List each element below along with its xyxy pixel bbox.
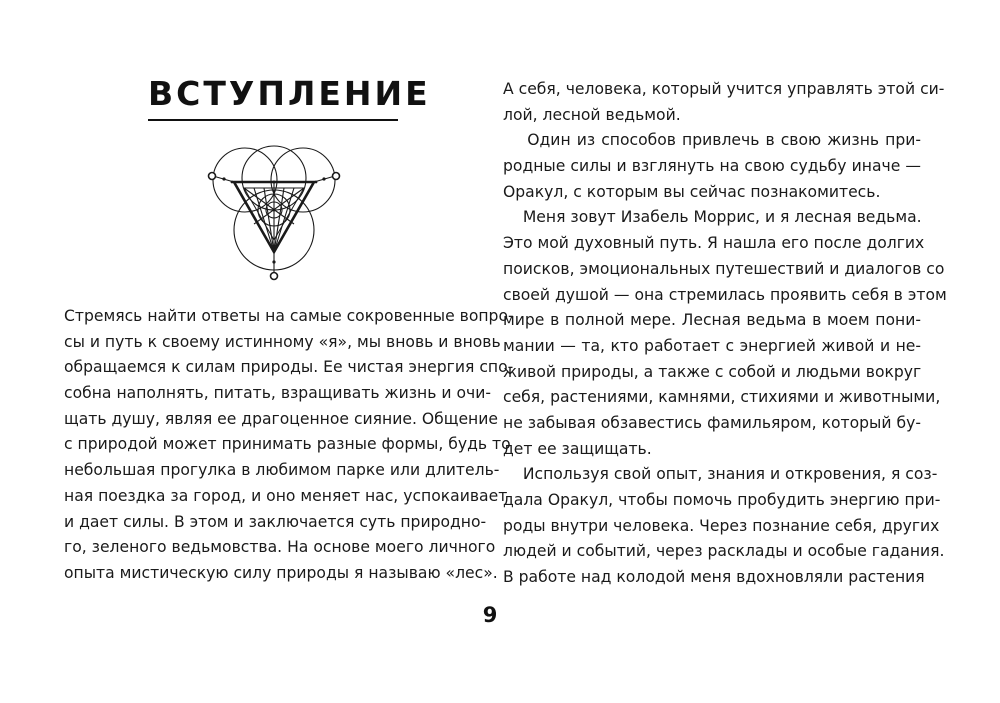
- paragraph-line: живой природы, а также с собой и людьми вокруг: [503, 362, 922, 381]
- paragraph-line: сы и путь к своему истинному «я», мы вновь и вновь: [64, 332, 501, 351]
- paragraph-line: ная поездка за город, и оно меняет нас, успокаивает: [64, 486, 508, 505]
- paragraph-line: дала Оракул, чтобы помочь пробудить энергию при-: [503, 491, 941, 509]
- paragraph-line: себя, растениями, камнями, стихиями и животными,: [503, 388, 941, 407]
- paragraph-line: Это мой духовный путь. Я нашла его после долгих: [503, 234, 925, 253]
- paragraph-line: лой, лесной ведьмой.: [503, 105, 681, 124]
- paragraph-line: собна наполнять, питать, взращивать жизнь и очи-: [64, 384, 491, 403]
- paragraph-line: поисков, эмоциональных путешествий и диалогов со: [503, 259, 945, 278]
- paragraph-line: с природой может принимать разные формы, будь то: [64, 435, 511, 454]
- emblem-node-bottom: [271, 273, 278, 280]
- paragraph-line: опыта мистическую силу природы я называю «лес».: [64, 563, 498, 582]
- emblem-node-right: [333, 173, 340, 180]
- paragraph-line: не забывая обзавестись фамильяром, который бу-: [503, 413, 921, 432]
- right-text-column: [503, 77, 947, 591]
- paragraph-line: Меня зовут Изабель Моррис, и я лесная ведьма.: [503, 208, 922, 227]
- paragraph-line: мире в полной мере. Лесная ведьма в моем пони-: [503, 311, 921, 330]
- paragraph-line: мании — та, кто работает с энергией живой и не-: [503, 336, 921, 355]
- paragraph-line: родные силы и взглянуть на свою судьбу иначе —: [503, 157, 921, 176]
- page-title: ВСТУПЛЕНИЕ: [148, 74, 431, 113]
- paragraph-line: Оракул, с которым вы сейчас познакомитесь.: [503, 182, 881, 201]
- paragraph-line: и дает силы. В этом и заключается суть природно-: [64, 512, 487, 531]
- page-number: 9: [482, 603, 498, 627]
- sacred-geometry-emblem-icon: [200, 140, 348, 288]
- paragraph-line: Один из способов привлечь в свою жизнь при-: [503, 131, 921, 150]
- paragraph-line: дет ее защищать.: [503, 439, 652, 458]
- paragraph-line: своей душой — она стремилась проявить себя в этом: [503, 285, 947, 304]
- title-underline: [148, 119, 398, 121]
- paragraph-line: щать душу, являя ее драгоценное сияние. Общение: [64, 409, 498, 428]
- paragraph-line: Используя свой опыт, знания и откровения, я соз-: [503, 465, 938, 484]
- paragraph-line: обращаемся к силам природы. Ее чистая энергия спо-: [64, 358, 514, 377]
- paragraph-line: А себя, человека, который учится управлять этой си-: [503, 80, 945, 98]
- paragraph-line: людей и событий, через расклады и особые гадания.: [503, 542, 945, 561]
- paragraph-line: го, зеленого ведьмовства. На основе моего личного: [64, 538, 496, 557]
- paragraph-line: В работе над колодой меня вдохновляли растения: [503, 568, 925, 587]
- paragraph-line: небольшая прогулка в любимом парке или длитель-: [64, 461, 500, 480]
- left-text-column: [64, 304, 514, 587]
- paragraph-line: Стремясь найти ответы на самые сокровенные вопро-: [64, 307, 514, 325]
- emblem-node-left: [209, 173, 216, 180]
- paragraph-line: роды внутри человека. Через познание себя, других: [503, 516, 940, 535]
